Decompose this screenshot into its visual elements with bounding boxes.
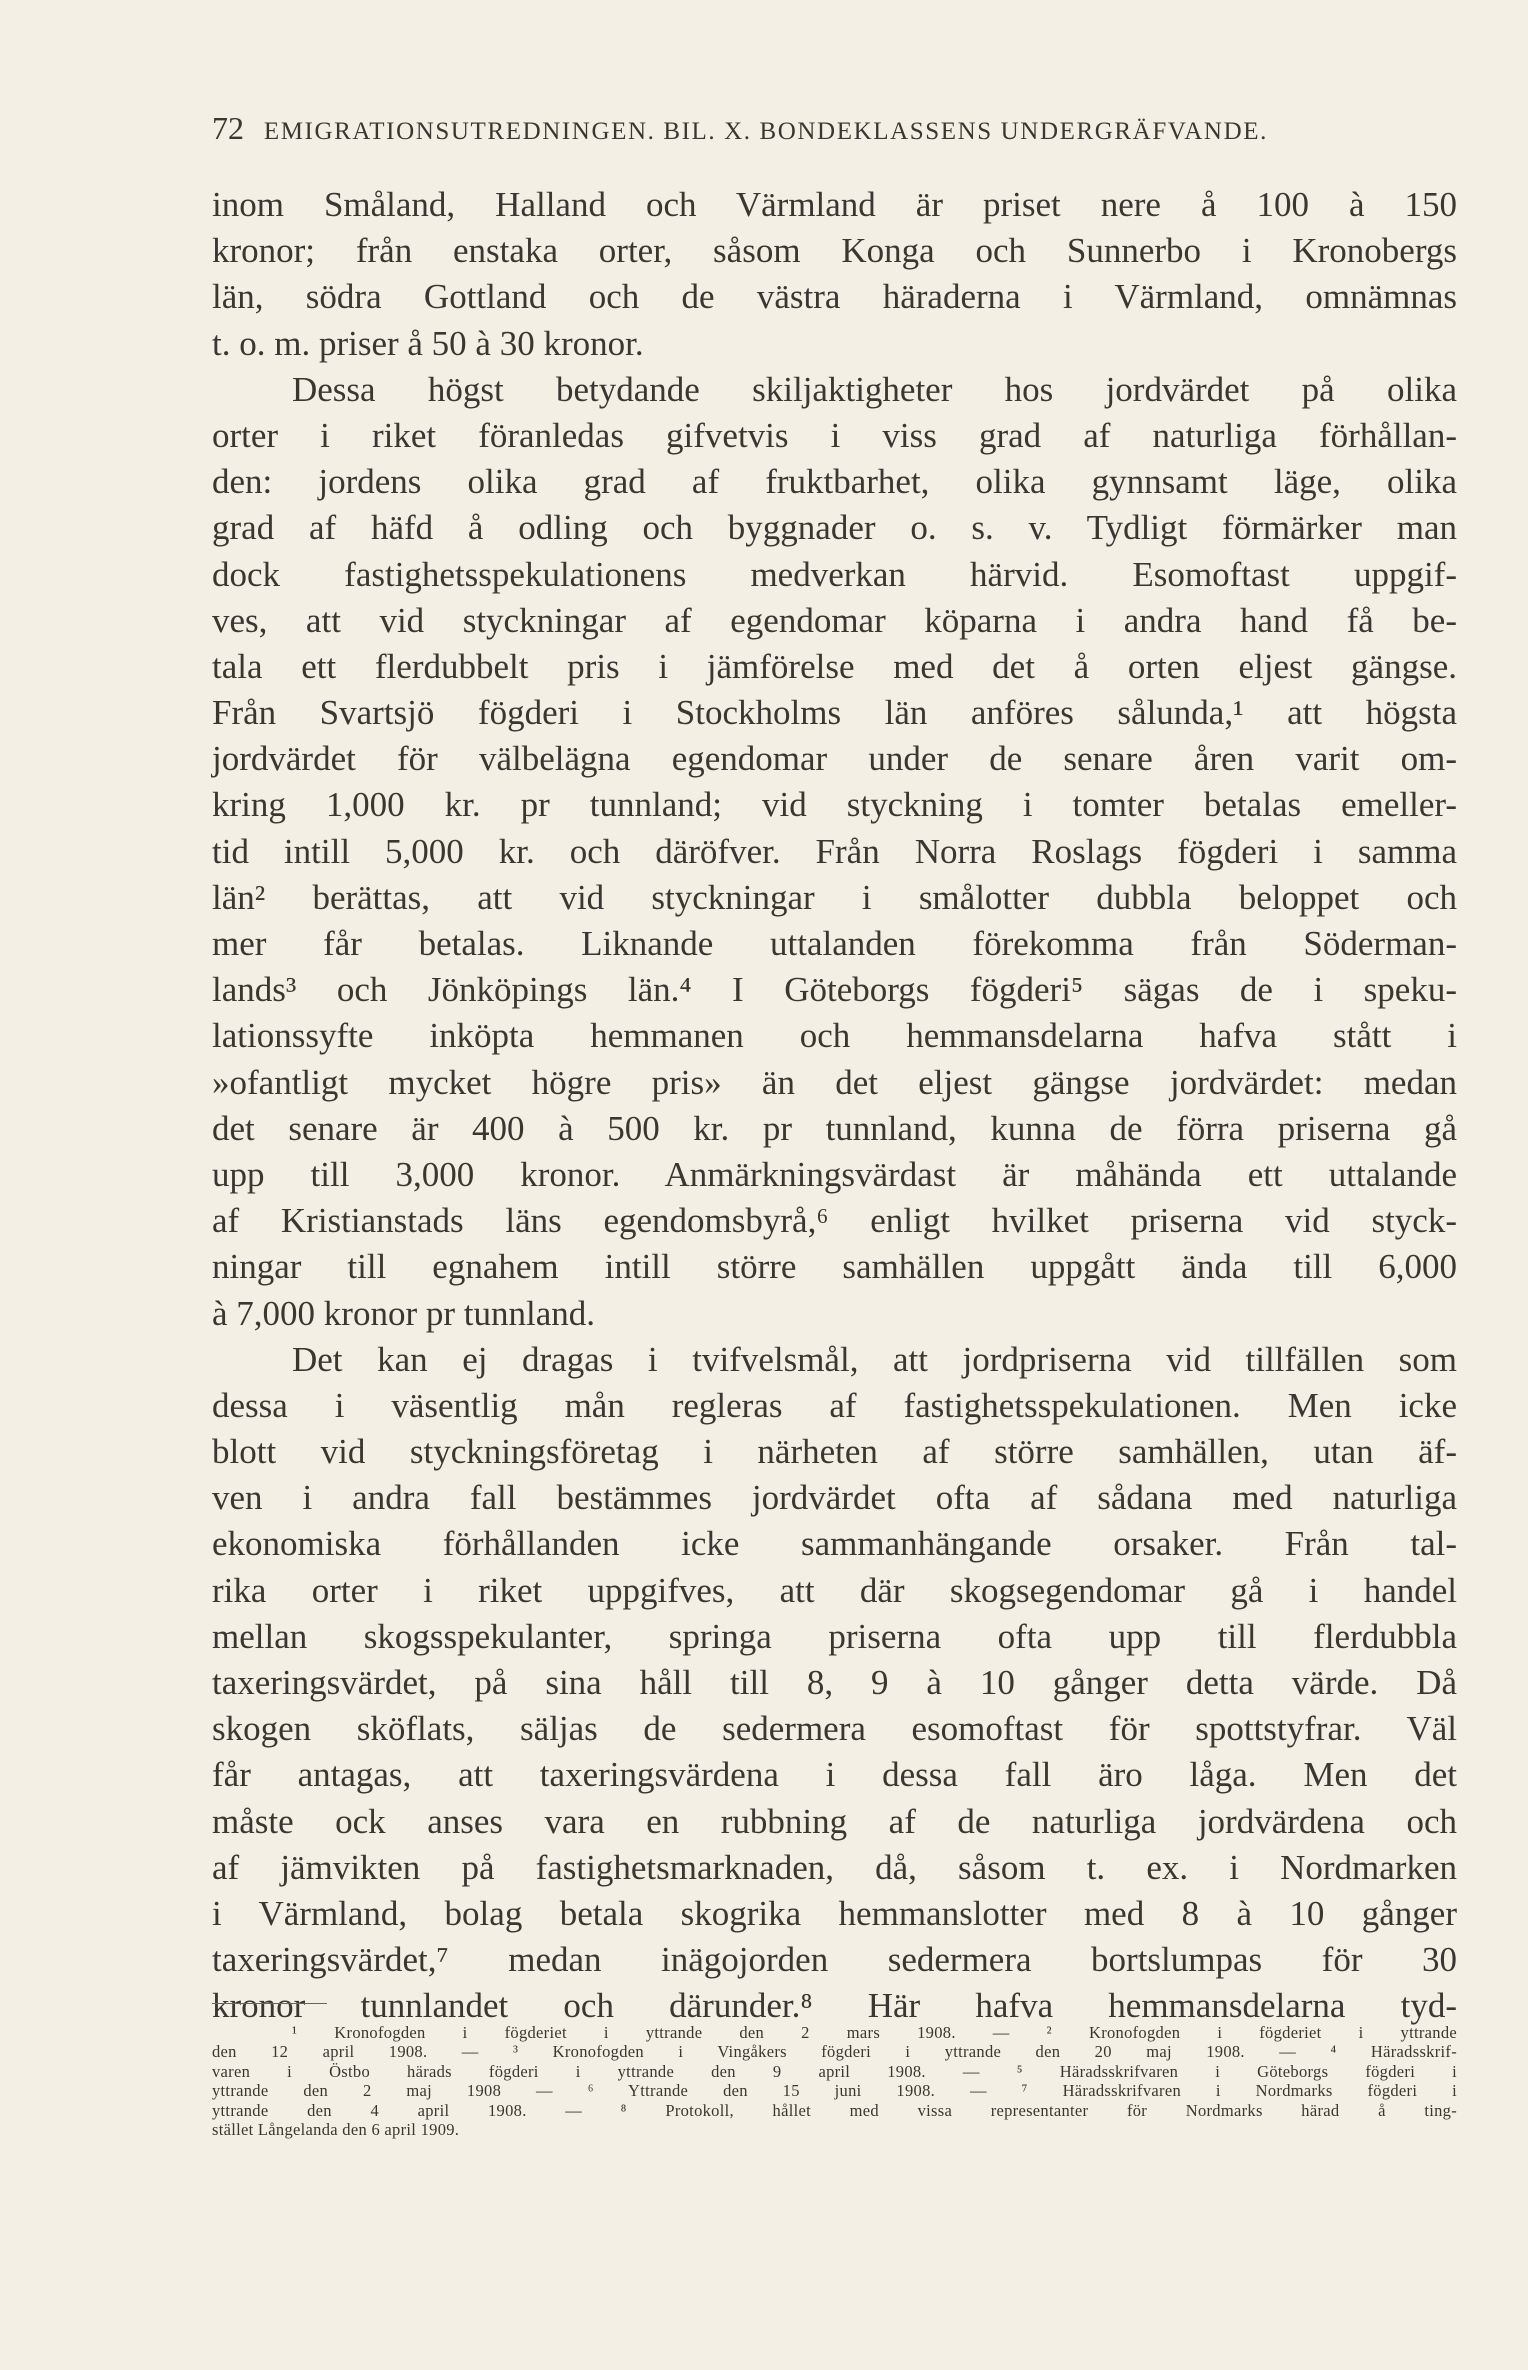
body-line: t. o. m. priser å 50 à 30 kronor. (212, 323, 644, 363)
body-line: mellan skogsspekulanter, springa priserna ofta upp till flerdubbla (212, 1616, 1457, 1656)
footnotes (212, 2023, 1457, 2139)
body-line: ekonomiska förhållanden icke sammanhängande orsaker. Från tal- (212, 1524, 1457, 1564)
body-text (212, 182, 1457, 2030)
body-line: blott vid styckningsföretag i närheten af större samhällen, utan äf- (212, 1432, 1457, 1472)
body-line: ves, att vid styckningar af egendomar köparna i andra hand få be- (212, 600, 1457, 640)
footnote-line: den 12 april 1908. — ³ Kronofogden i Vingåkers fögderi i yttrande den 20 maj 1908. — ⁴ Häradsskrif- (212, 2042, 1457, 2062)
footnote-line: stället Långelanda den 6 april 1909. (212, 2119, 460, 2139)
body-line: af jämvikten på fastighetsmarknaden, då, såsom t. ex. i Nordmarken (212, 1847, 1457, 1887)
body-line: ningar till egnahem intill större samhällen uppgått ända till 6,000 (212, 1247, 1457, 1287)
body-line: den: jordens olika grad af fruktbarhet, olika gynnsamt läge, olika (212, 462, 1457, 502)
body-line: dock fastighetsspekulationens medverkan härvid. Esomoftast uppgif- (212, 554, 1457, 594)
footnote-line: yttrande den 4 april 1908. — ⁸ Protokoll, hållet med vissa representanter för Nordmarks härad å ting- (212, 2100, 1457, 2120)
body-line: tid intill 5,000 kr. och däröfver. Från Norra Roslags fögderi i samma (212, 831, 1457, 871)
body-line: taxeringsvärdet, på sina håll till 8, 9 à 10 gånger detta värde. Då (212, 1663, 1457, 1702)
body-line: inom Småland, Halland och Värmland är priset nere å 100 à 150 (212, 185, 1457, 224)
body-line: Dessa högst betydande skiljaktigheter hos jordvärdet på olika (292, 369, 1457, 409)
body-line: taxeringsvärdet,⁷ medan inägojorden sedermera bortslumpas för 30 (212, 1940, 1457, 1980)
body-line: mer får betalas. Liknande uttalanden förekomma från Söderman- (212, 924, 1457, 963)
body-line: kronor; från enstaka orter, såsom Konga och Sunnerbo i Kronobergs (212, 231, 1457, 271)
footnote-line: yttrande den 2 maj 1908 — ⁶ Yttrande den 15 juni 1908. — ⁷ Häradsskrifvaren i Nordmarks fögderi i (212, 2081, 1457, 2101)
body-line: upp till 3,000 kronor. Anmärkningsvärdast är måhända ett uttalande (212, 1154, 1457, 1194)
running-title: EMIGRATIONSUTREDNINGEN. BIL. X. BONDEKLASSENS UNDERGRÄFVANDE. (263, 118, 1268, 145)
body-line: Det kan ej dragas i tvifvelsmål, att jordpriserna vid tillfällen som (292, 1339, 1457, 1379)
body-line: à 7,000 kronor pr tunnland. (212, 1293, 595, 1333)
body-line: län² berättas, att vid styckningar i smålotter dubbla beloppet och (212, 877, 1457, 917)
body-line: kring 1,000 kr. pr tunnland; vid styckning i tomter betalas emeller- (212, 785, 1457, 825)
body-line: i Värmland, bolag betala skogrika hemmanslotter med 8 à 10 gånger (212, 1893, 1457, 1933)
body-line: »ofantligt mycket högre pris» än det eljest gängse jordvärdet: medan (212, 1062, 1457, 1102)
body-line: lands³ och Jönköpings län.⁴ I Göteborgs fögderi⁵ sägas de i speku- (212, 970, 1457, 1010)
footnote-divider (212, 2003, 327, 2004)
body-line: af Kristianstads läns egendomsbyrå,⁶ enligt hvilket priserna vid styck- (212, 1201, 1457, 1241)
body-line: tala ett flerdubbelt pris i jämförelse med det å orten eljest gängse. (212, 646, 1457, 686)
body-line: orter i riket föranledas gifvetvis i viss grad af naturliga förhållan- (212, 415, 1457, 455)
page-number: 72 (212, 110, 244, 146)
running-header (212, 110, 1462, 147)
body-line: lationssyfte inköpta hemmanen och hemmansdelarna hafva stått i (212, 1016, 1457, 1056)
body-line: skogen sköflats, säljas de sedermera esomoftast för spottstyfrar. Väl (212, 1709, 1457, 1749)
body-line: Från Svartsjö fögderi i Stockholms län anföres sålunda,¹ att högsta (212, 693, 1457, 733)
body-line: rika orter i riket uppgifves, att där skogsegendomar gå i handel (212, 1570, 1457, 1610)
body-line: det senare är 400 à 500 kr. pr tunnland, kunna de förra priserna gå (212, 1108, 1457, 1148)
body-line: ven i andra fall bestämmes jordvärdet ofta af sådana med naturliga (212, 1478, 1457, 1518)
body-line: jordvärdet för välbelägna egendomar under de senare åren varit om- (212, 739, 1457, 779)
footnote-line: varen i Östbo härads fögderi i yttrande den 9 april 1908. — ⁵ Häradsskrifvaren i Göteborgs fögderi i (212, 2061, 1457, 2081)
body-line: måste ock anses vara en rubbning af de naturliga jordvärdena och (212, 1801, 1457, 1841)
body-line: grad af häfd å odling och byggnader o. s. v. Tydligt förmärker man (212, 508, 1457, 548)
body-line: får antagas, att taxeringsvärdena i dessa fall äro låga. Men det (212, 1755, 1457, 1795)
body-line: kronor tunnlandet och därunder.⁸ Här hafva hemmansdelarna tyd- (212, 1986, 1457, 2026)
footnote-line: ¹ Kronofogden i fögderiet i yttrande den 2 mars 1908. — ² Kronofogden i fögderiet i yttrande (292, 2023, 1457, 2042)
body-line: dessa i väsentlig mån regleras af fastighetsspekulationen. Men icke (212, 1385, 1457, 1425)
body-line: län, södra Gottland och de västra häraderna i Värmland, omnämnas (212, 277, 1457, 317)
